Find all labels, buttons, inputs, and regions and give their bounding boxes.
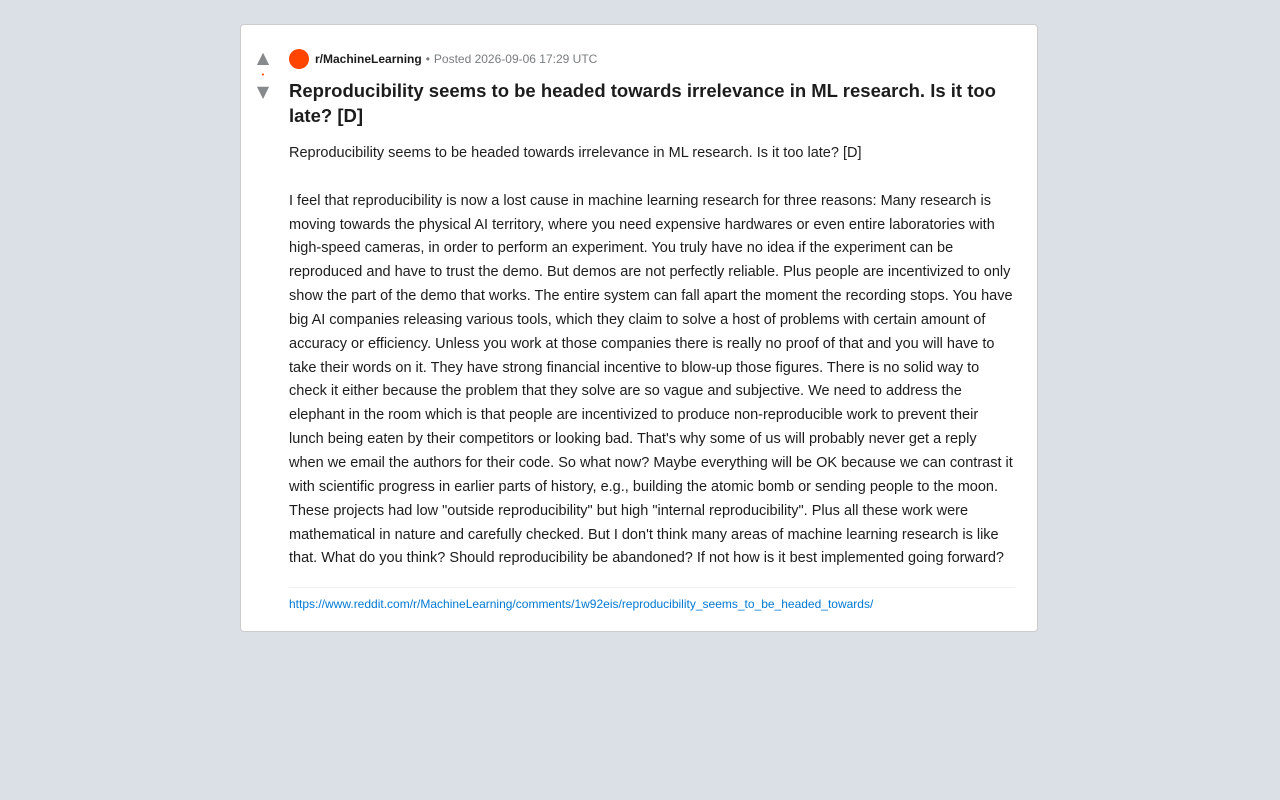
post-url-link[interactable]: https://www.reddit.com/r/MachineLearning/comments/1w92eis/reproducibility_seems_to_be_headed_towards/ <box>289 597 874 612</box>
upvote-icon[interactable]: ▲ <box>256 48 270 67</box>
post-title[interactable]: Reproducibility seems to be headed towards irrelevance in ML research. Is it too late? [D] <box>289 80 996 126</box>
divider <box>289 587 1015 588</box>
vote-column <box>253 49 273 101</box>
downvote-icon[interactable]: ▼ <box>256 82 270 101</box>
post-timestamp: Posted 2026-09-06 17:29 UTC <box>433 52 598 66</box>
vote-score: • <box>260 71 266 79</box>
post-meta <box>289 49 1015 69</box>
post-body: Reproducibility seems to be headed towards irrelevance in ML research. Is it too late? [D] I feel that reproducibility is now a lost cause in machine learning research for three reasons: Many research is moving towards the physical AI territory, where you need expensive hardwares or even entire laboratories with high-speed cameras, in order to perform an experiment. You truly have no idea if the experiment can be reproduced and have to trust the demo. But demos are not perfectly reliable. Plus people are incentivized to only show the part of the demo that works. The entire system can fall apart the moment the recording stops. You have big AI companies releasing various tools, which they claim to solve a host of problems with certain amount of accuracy or efficiency. Unless you work at those companies there is really no proof of that and you will have to take their words on it. They have strong financial incentive to blow-up those figures. There is no solid way to check it either because the problem that they solve are so vague and subjective. We need to address the elephant in the room which is that people are incentivized to produce non-reproducible work to prevent their lunch being eaten by their competitors or looking bad. That's why some of us will probably never get a reply when we email the authors for their code. So what now? Maybe everything will be OK because we can contrast it with scientific progress in earlier parts of history, e.g., building the atomic bomb or sending people to the moon. These projects had low "outside reproducibility" but high "internal reproducibility". Plus all these work were mathematical in nature and carefully checked. But I don't think many areas of machine learning research is like that. What do you think? Should reproducibility be abandoned? If not how is it best implemented going forward? <box>289 145 1013 567</box>
subreddit-avatar[interactable] <box>289 49 309 69</box>
subreddit-link[interactable]: r/MachineLearning <box>315 52 422 66</box>
post-card <box>240 24 1038 632</box>
post-content <box>289 49 1015 611</box>
meta-separator: • <box>425 52 430 66</box>
